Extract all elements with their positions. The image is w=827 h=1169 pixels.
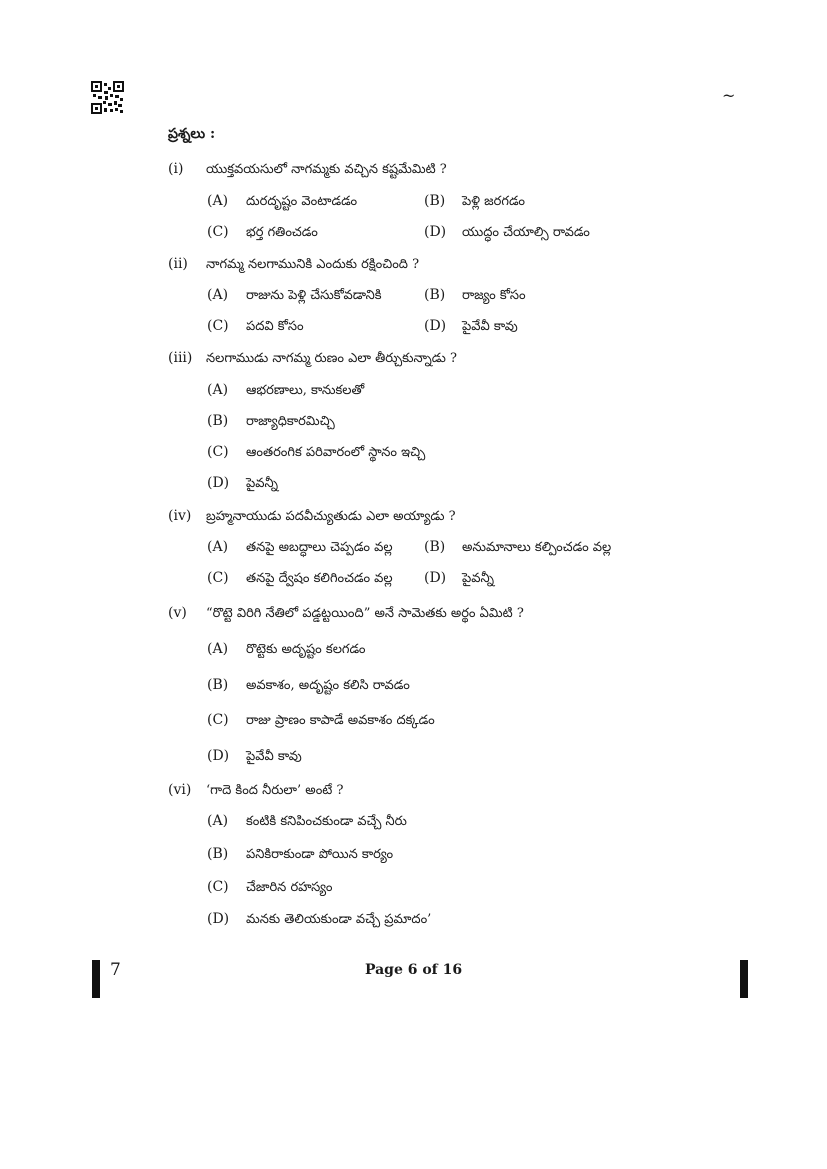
page-label: Page 6 of 16 [364,962,463,978]
option-text: దురదృష్టం వెంటాడడం [246,194,358,209]
option-text: మనకు తెలియకుండా వచ్చే ప్రమాదం’ [246,912,432,927]
option-text: ఆంతరంగిక పరివారంలో స్థానం ఇచ్చి [246,445,426,460]
option-text: అవకాశం, అదృష్టం కలిసి రావడం [246,678,410,693]
header-tilde: ~ [722,86,736,105]
option-label: (C) [207,224,229,240]
option-text: యుద్ధం చేయాల్సి రావడం [462,225,590,240]
option-label: (B) [207,846,229,862]
qr-code-icon [91,81,124,114]
option-text: అనుమానాలు కల్పించడం వల్ల [462,540,612,555]
option-label: (C) [207,570,229,586]
option-label: (A) [207,539,229,555]
option-label: (C) [207,712,229,728]
option-label: (A) [207,641,229,657]
question-text: బ్రహ్మనాయుడు పదవీచ్యుతుడు ఎలా అయ్యాడు ? [206,509,456,524]
question-number: (i) [168,161,184,177]
option-label: (B) [207,677,229,693]
question-number: (iii) [168,350,193,366]
question-text: నాగమ్మ నలగామునికి ఎందుకు రక్షించింది ? [206,257,420,272]
option-label: (B) [424,193,446,209]
option-label: (B) [424,287,446,303]
option-text: పైవన్నీ [462,571,495,586]
option-label: (D) [424,224,447,240]
option-text: పైవేవీ కావు [246,749,302,764]
option-text: పైవన్నీ [246,476,279,491]
option-text: రాజ్యాధికారమిచ్చి [246,414,335,429]
question-number: (ii) [168,256,188,272]
question-number: (vi) [168,782,192,798]
question-text: నలగాముడు నాగమ్మ రుణం ఎలా తీర్చుకున్నాడు ? [206,351,457,366]
option-label: (C) [207,318,229,334]
question-text: ‘గాదె కింద నీరులా’ అంటే ? [206,783,344,798]
option-text: తనపై ద్వేషం కలిగించడం వల్ల [246,571,393,586]
option-text: రాజు ప్రాణం కాపాడే అవకాశం దక్కడం [246,713,435,728]
option-label: (D) [207,911,230,927]
question-text: యుక్తవయసులో నాగమ్మకు వచ్చిన కష్టమేమిటి ? [206,162,447,177]
option-label: (D) [424,570,447,586]
question-number: (v) [168,605,187,621]
section-heading: ప్రశ్నలు : [168,126,216,142]
option-label: (C) [207,879,229,895]
option-text: చేజారిన రహస్యం [246,880,333,895]
option-label: (C) [207,444,229,460]
option-text: పనికిరాకుండా పోయిన కార్యం [246,847,394,862]
option-text: పదవి కోసం [246,319,304,334]
option-label: (D) [424,318,447,334]
option-text: రాజును పెళ్లి చేసుకోవడానికి [246,288,382,303]
option-label: (D) [207,748,230,764]
option-text: రొట్టెకు అదృష్టం కలగడం [246,642,366,657]
option-text: పెళ్లి జరగడం [462,194,525,209]
page-number: 7 [110,960,121,980]
option-text: ఆభరణాలు, కానుకలతో [246,383,365,398]
option-label: (A) [207,382,229,398]
option-text: తనపై అబద్ధాలు చెప్పడం వల్ల [246,540,393,555]
right-margin-bar [740,960,748,998]
option-label: (A) [207,287,229,303]
option-label: (D) [207,475,230,491]
option-label: (B) [424,539,446,555]
question-text: “రొట్టె విరిగి నేతిలో పడ్డట్టయింది” అనే సామెతకు అర్థం ఏమిటి ? [206,606,524,621]
option-label: (A) [207,813,229,829]
option-text: పైవేవీ కావు [462,319,518,334]
option-text: భర్త గతించడం [246,225,318,240]
option-label: (A) [207,193,229,209]
option-label: (B) [207,413,229,429]
option-text: రాజ్యం కోసం [462,288,526,303]
question-number: (iv) [168,508,192,524]
option-text: కంటికి కనిపించకుండా వచ్చే నీరు [246,814,407,829]
